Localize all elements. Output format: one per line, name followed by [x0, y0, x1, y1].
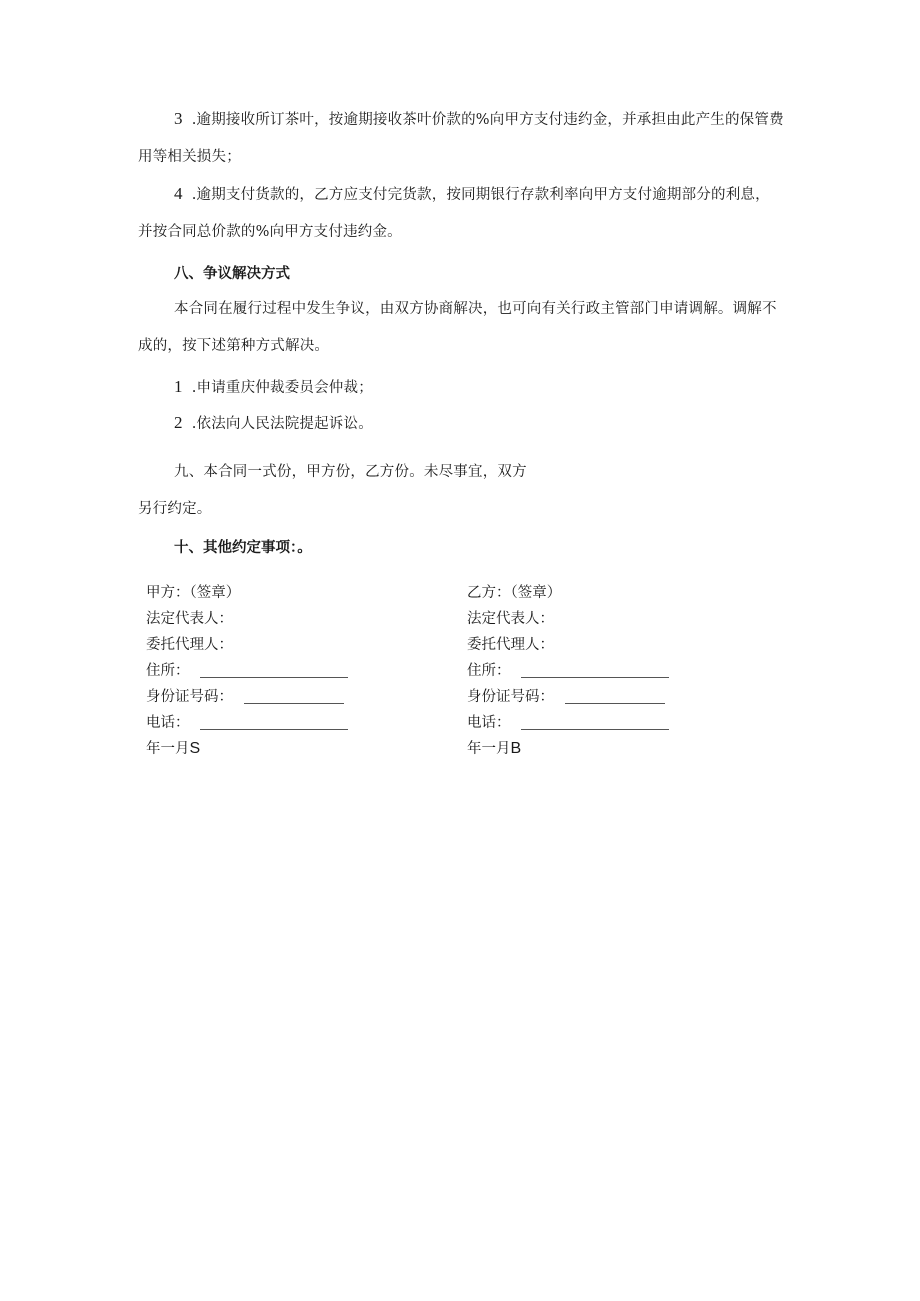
party-b-rep: 法定代表人：	[467, 611, 554, 627]
party-b-id-label: 身份证号码：	[467, 689, 554, 705]
clause8-item1	[138, 368, 784, 407]
party-b-id-blank[interactable]	[565, 687, 665, 704]
clause10-heading: 十、其他约定事项：。	[174, 539, 312, 556]
party-a-id-blank[interactable]	[244, 687, 344, 704]
clause9-text: 九、本合同一式份，甲方份，乙方份。未尽事宜，双方	[174, 464, 527, 480]
party-b-date	[467, 736, 767, 762]
party-a-address-row	[146, 658, 446, 684]
party-a-sign: 甲方：（签章）	[146, 585, 241, 601]
party-a-phone-label: 电话：	[146, 715, 190, 731]
clause7-item3	[138, 100, 784, 176]
party-a-date-suffix: S	[189, 740, 201, 757]
party-a-date-prefix: 年一月	[146, 741, 190, 757]
party-a-address-blank[interactable]	[200, 661, 348, 678]
clause9-line2: 另行约定。	[138, 501, 212, 517]
party-a-phone-blank[interactable]	[200, 713, 348, 730]
party-b-phone-blank[interactable]	[521, 713, 669, 730]
item-text: .申请重庆仲裁委员会仲裁；	[191, 380, 373, 396]
party-b-agent: 委托代理人：	[467, 637, 554, 653]
party-b-date-prefix: 年一月	[467, 741, 511, 757]
clause9-line1	[138, 454, 784, 491]
party-b-address-blank[interactable]	[521, 661, 669, 678]
clause8-heading: 八、争议解决方式	[174, 265, 290, 282]
party-a-phone-row	[146, 710, 446, 736]
party-b-id-row	[467, 684, 767, 710]
party-b-address-label: 住所：	[467, 663, 511, 679]
party-a-id-label: 身份证号码：	[146, 689, 233, 705]
party-a-rep: 法定代表人：	[146, 611, 233, 627]
item-text: .逾期接收所订茶叶，按逾期接收茶叶价款的%向甲方支付违约金，并承担由此产生的保管费用等相关损失；	[138, 112, 784, 165]
item-text: .依法向人民法院提起诉讼。	[191, 416, 373, 432]
party-a-id-row	[146, 684, 446, 710]
party-a-signature-block	[146, 580, 446, 762]
item-number: 1	[174, 377, 183, 396]
party-b-sign: 乙方：（签章）	[467, 585, 562, 601]
clause8-body	[138, 291, 784, 365]
party-b-signature-block	[467, 580, 767, 762]
party-b-address-row	[467, 658, 767, 684]
item-number: 3	[174, 109, 183, 128]
party-b-phone-row	[467, 710, 767, 736]
item-number: 2	[174, 413, 183, 432]
party-a-agent: 委托代理人：	[146, 637, 233, 653]
party-a-address-label: 住所：	[146, 663, 190, 679]
clause8-body-text: 本合同在履行过程中发生争议，由双方协商解决，也可向有关行政主管部门申请调解。调解不成的，按下述第种方式解决。	[138, 301, 777, 354]
clause7-item4	[138, 175, 784, 251]
clause8-item2	[138, 404, 784, 443]
item-number: 4	[174, 184, 183, 203]
item-text: .逾期支付货款的，乙方应支付完货款，按同期银行存款利率向甲方支付逾期部分的利息，并按合同总价款的%向甲方支付违约金。	[138, 187, 770, 240]
party-b-phone-label: 电话：	[467, 715, 511, 731]
party-a-date	[146, 736, 446, 762]
party-b-date-suffix: B	[510, 740, 522, 757]
